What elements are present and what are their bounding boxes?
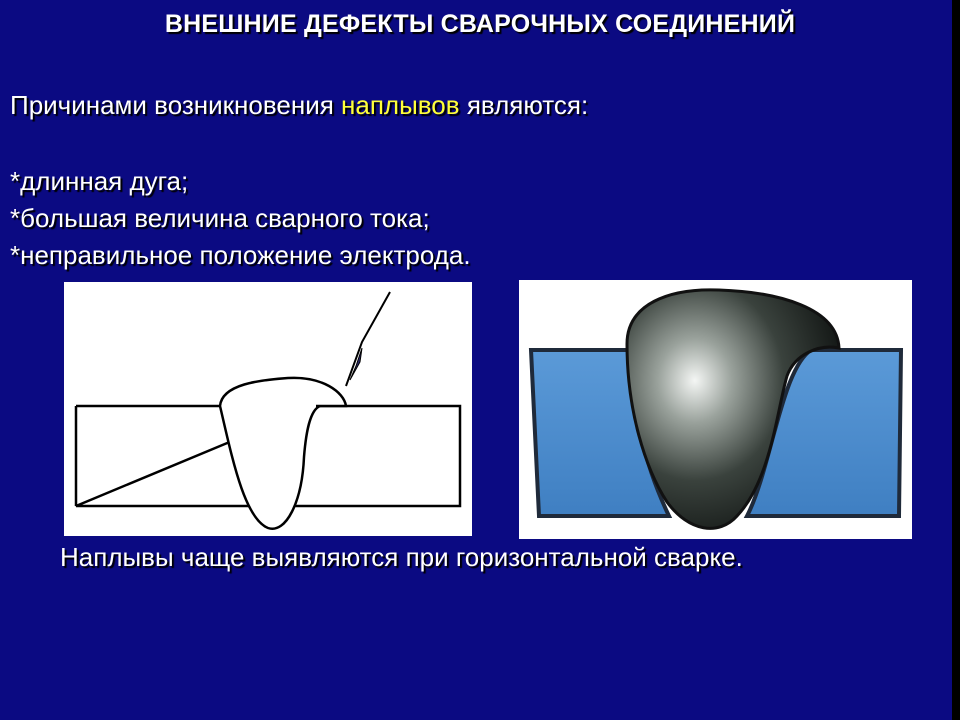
shaded-drawing-svg <box>519 280 912 539</box>
intro-highlight: наплывов <box>341 90 460 120</box>
line-drawing-svg <box>64 282 472 536</box>
bullet-item: *большая величина сварного тока; <box>10 203 430 233</box>
weld-overlap-line-drawing <box>64 282 472 536</box>
slide-right-border <box>952 0 960 720</box>
intro-text-before: Причинами возникновения <box>10 90 342 120</box>
intro-text-after: являются: <box>459 90 589 120</box>
weld-overlap-shaded-cross-section <box>519 280 912 539</box>
bullet-item: *длинная дуга; <box>10 166 189 196</box>
slide-title: ВНЕШНИЕ ДЕФЕКТЫ СВАРОЧНЫХ СОЕДИНЕНИЙ <box>164 10 796 38</box>
figure-caption: Наплывы чаще выявляются при горизонтальной сварке. <box>60 542 743 572</box>
bullet-item: *неправильное положение электрода. <box>10 240 471 270</box>
intro-line <box>10 90 588 121</box>
